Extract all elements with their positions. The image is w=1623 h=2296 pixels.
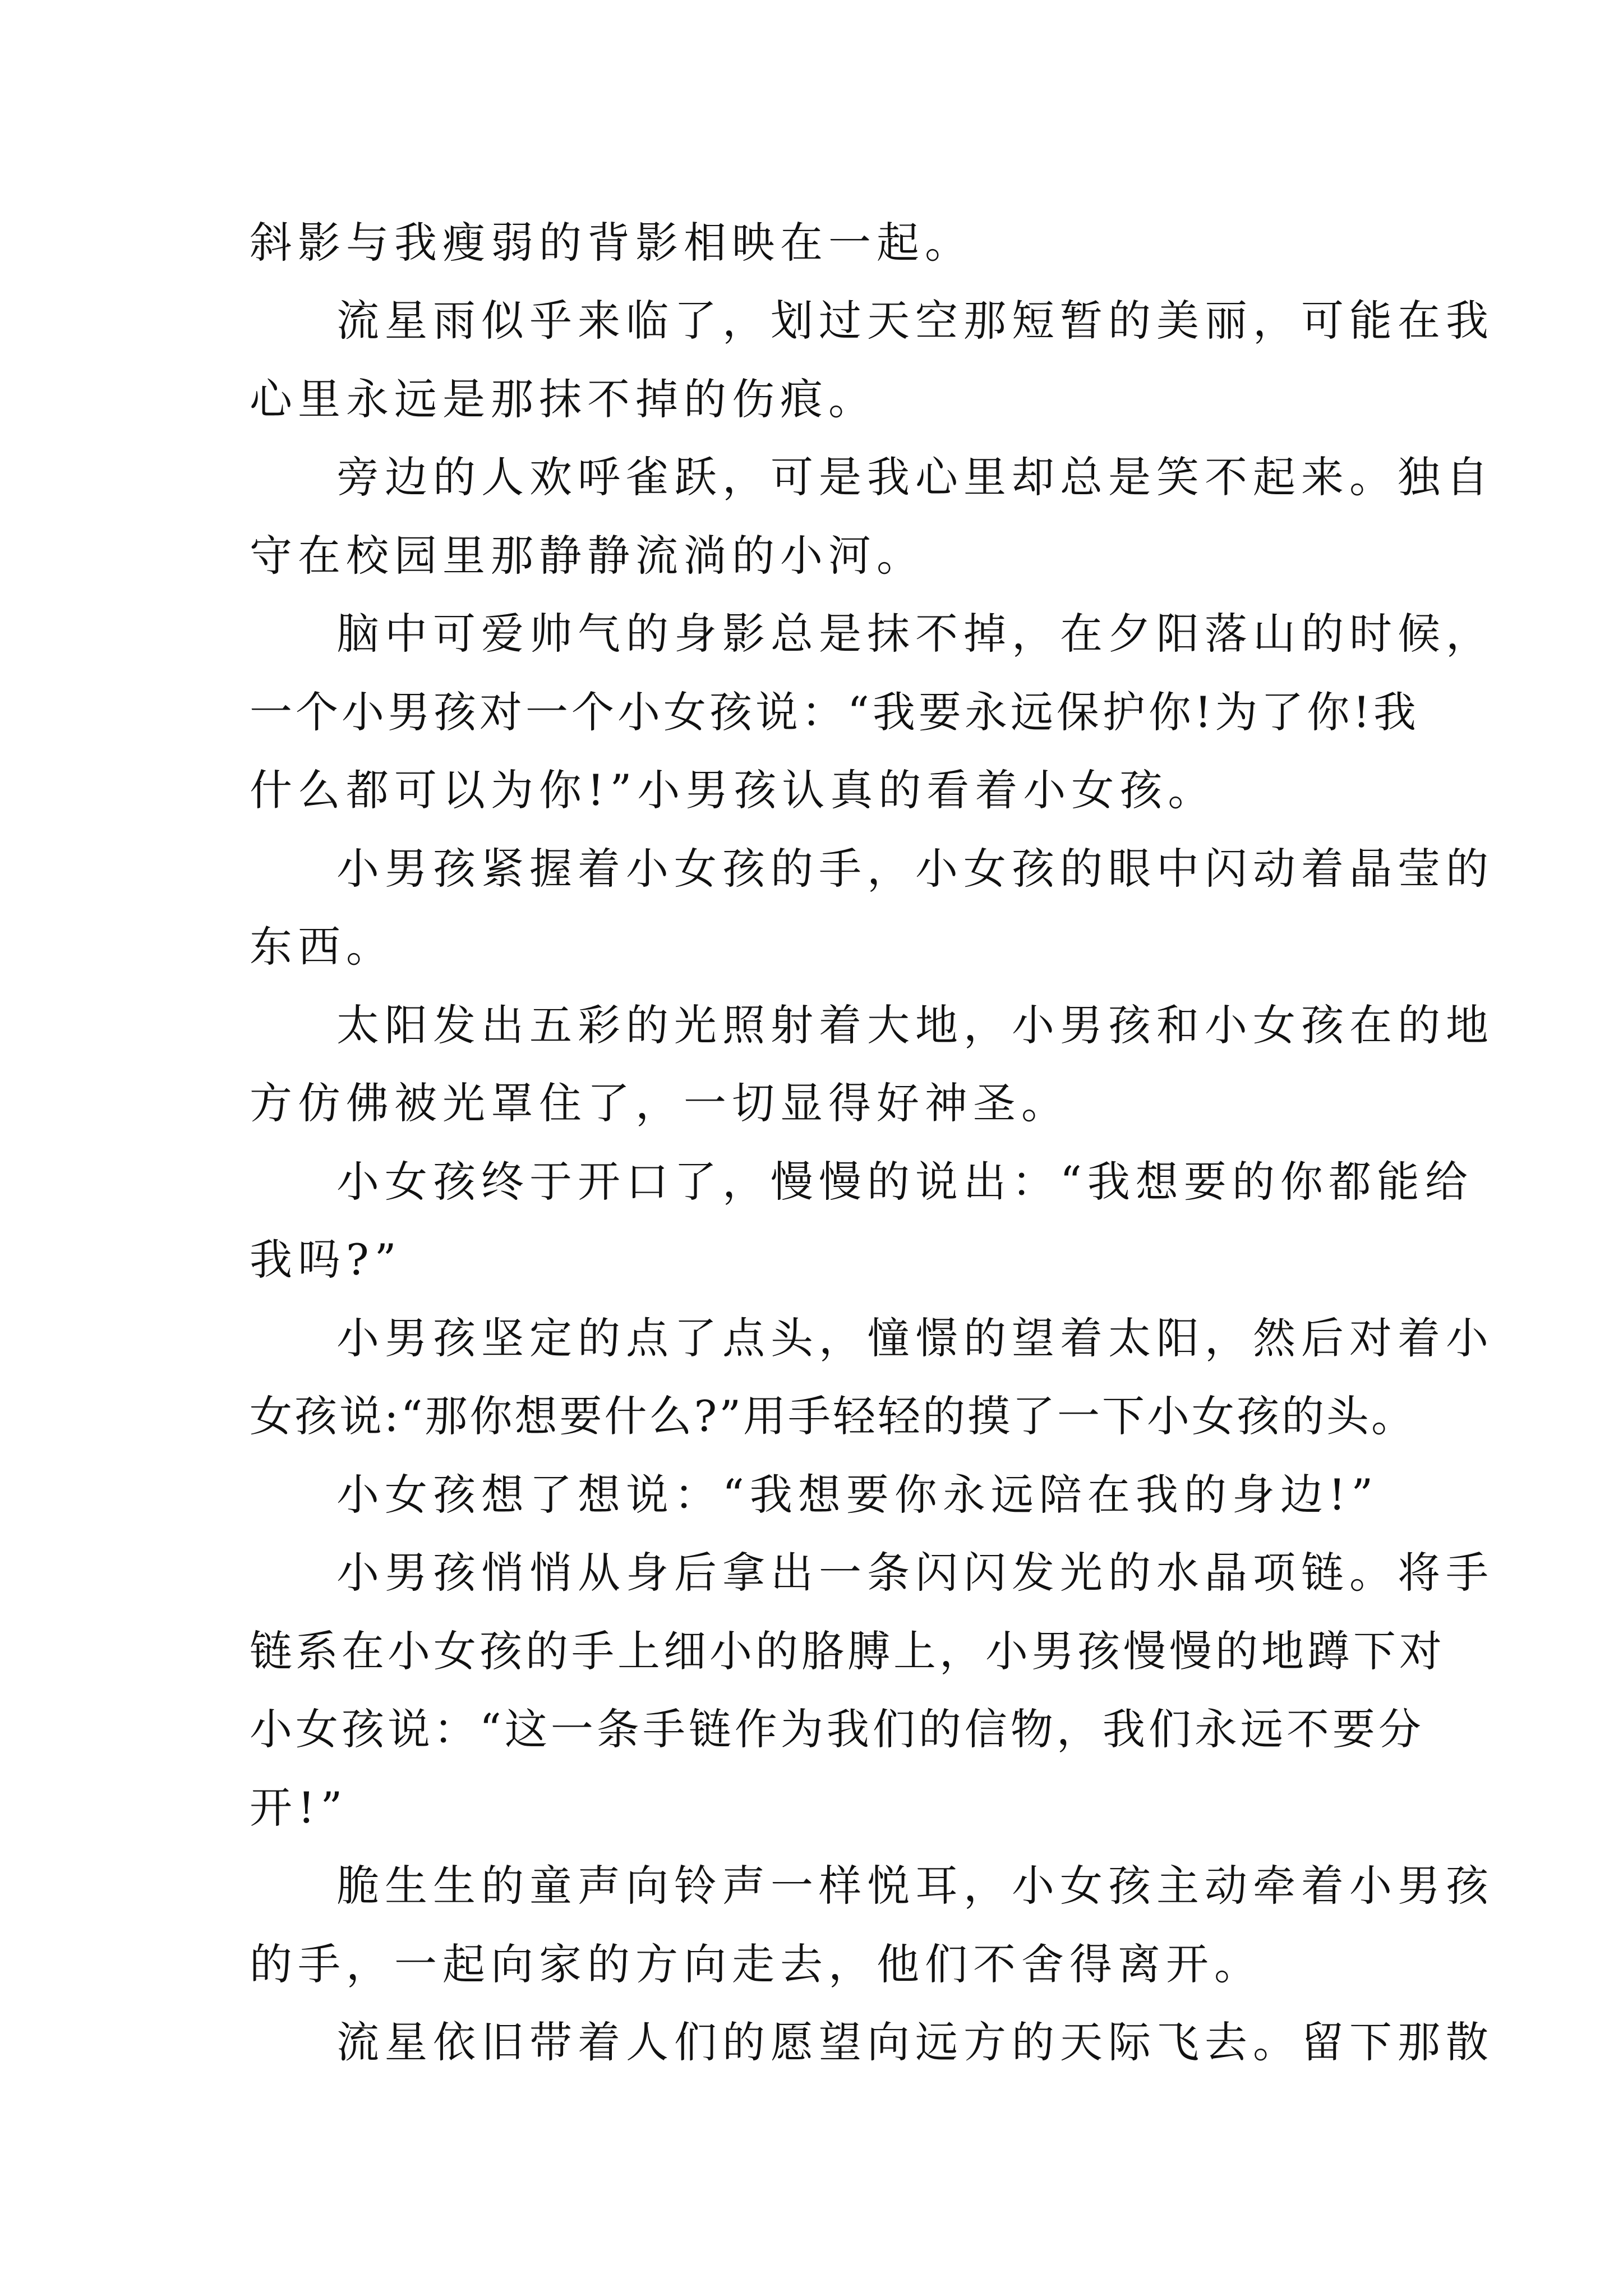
text-line-8: 什么都可以为你!”小男孩认真的看着小女孩。: [250, 765, 1216, 815]
text-line-17: 小女孩想了想说：“我想要你永远陪在我的身边!”: [336, 1470, 1379, 1520]
text-line-12: 方仿佛被光罩住了，一切显得好神圣。: [250, 1078, 1069, 1128]
text-line-24: 流星依旧带着人们的愿望向远方的天际飞去。留下那散: [336, 2017, 1494, 2067]
text-line-2: 流星雨似乎来临了，划过天空那短暂的美丽，可能在我: [336, 296, 1494, 346]
text-line-14: 我吗?”: [250, 1235, 402, 1285]
text-line-18: 小男孩悄悄从身后拿出一条闪闪发光的水晶项链。将手: [336, 1548, 1494, 1598]
text-line-19: 链系在小女孩的手上细小的胳膊上，小男孩慢慢的地蹲下对: [250, 1626, 1445, 1676]
text-line-13: 小女孩终于开口了，慢慢的说出：“我想要的你都能给: [336, 1157, 1473, 1207]
text-line-11: 太阳发出五彩的光照射着大地，小男孩和小女孩在的地: [336, 1000, 1494, 1050]
text-line-1: 斜影与我瘦弱的背影相映在一起。: [250, 218, 973, 268]
text-line-7: 一个小男孩对一个小女孩说：“我要永远保护你!为了你!我: [250, 687, 1419, 737]
text-line-10: 东西。: [250, 922, 394, 972]
text-line-6: 脑中可爱帅气的身影总是抹不掉，在夕阳落山的时候，: [336, 609, 1494, 659]
text-line-16: 女孩说:“那你想要什么?”用手轻轻的摸了一下小女孩的头。: [250, 1391, 1417, 1441]
text-line-21: 开!”: [250, 1783, 348, 1833]
text-line-4: 旁边的人欢呼雀跃，可是我心里却总是笑不起来。独自: [336, 452, 1494, 502]
text-line-20: 小女孩说：“这一条手链作为我们的信物，我们永远不要分: [250, 1704, 1424, 1754]
text-line-15: 小男孩坚定的点了点头，憧憬的望着太阳，然后对着小: [336, 1313, 1494, 1363]
text-line-5: 守在校园里那静静流淌的小河。: [250, 531, 925, 581]
text-line-9: 小男孩紧握着小女孩的手，小女孩的眼中闪动着晶莹的: [336, 844, 1494, 894]
text-line-3: 心里永远是那抹不掉的伤痕。: [250, 374, 877, 424]
text-line-22: 脆生生的童声向铃声一样悦耳，小女孩主动牵着小男孩: [336, 1861, 1494, 1911]
text-line-23: 的手，一起向家的方向走去，他们不舍得离开。: [250, 1939, 1262, 1989]
